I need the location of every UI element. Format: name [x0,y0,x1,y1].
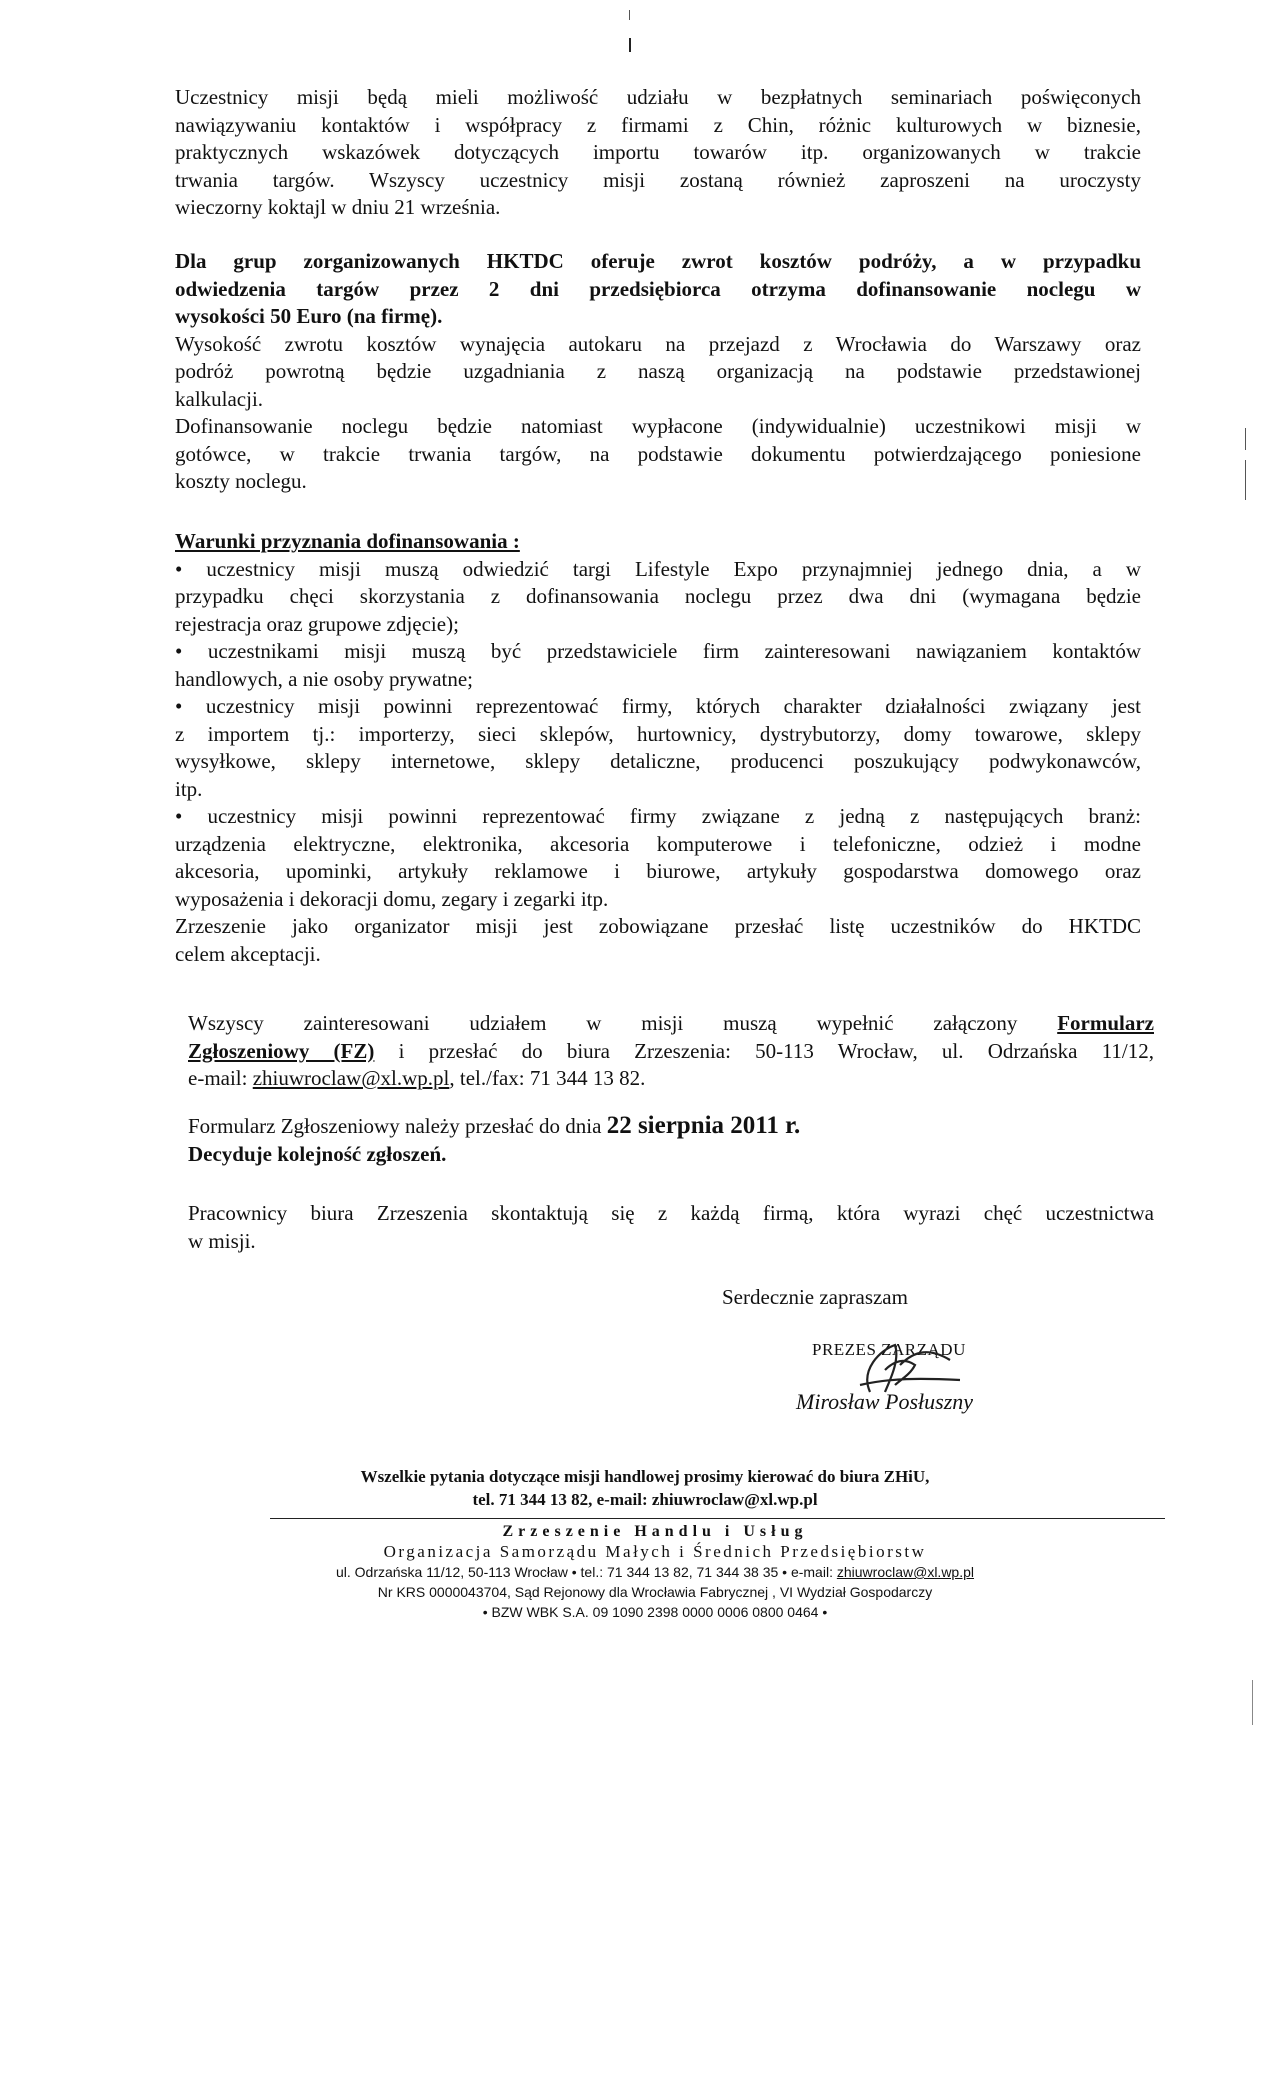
refund-line: kalkulacji. [175,386,264,411]
condition-line: • uczestnicy misji powinni reprezentować firmy związane z jedną z następujących branż: [175,804,1141,828]
refund-line: gotówce, w trakcie trwania targów, na podstawie dokumentu potwierdzającego poniesione [175,441,1141,466]
footer-krs: Nr KRS 0000043704, Sąd Rejonowy dla Wrocławia Fabrycznej , VI Wydział Gospodarczy [377,1584,933,1600]
form-text: i przesłać do biura Zrzeszenia: 50-113 Wrocław, ul. Odrzańska 11/12, [374,1038,1154,1063]
intro-line: Uczestnicy misji będą mieli możliwość udziału w bezpłatnych seminariach poświęconych [175,85,1141,109]
refund-line: Wysokość zwrotu kosztów wynajęcia autokaru na przejazd z Wrocławia do Warszawy oraz [175,331,1141,356]
footer-block [200,1522,1110,1622]
deadline-order: Decyduje kolejność zgłoszeń. [188,1141,447,1166]
form-link-formularz[interactable]: Formularz [1057,1011,1154,1035]
contact-line: Pracownicy biura Zrzeszenia skontaktują się z każdą firmą, która wyrazi chęć uczestnictwa [188,1201,1154,1225]
condition-line: przypadku chęci skorzystania z dofinansowania noclegu przez dwa dni (wymagana będzie [175,584,1141,608]
deadline-paragraph [188,1112,1154,1168]
condition-line: handlowych, a nie osoby prywatne; [175,666,474,691]
form-line-2 [188,1038,1154,1066]
form-line-3 [188,1065,1154,1093]
condition-line: celem akceptacji. [175,941,321,966]
conditions-heading: Warunki przyznania dofinansowania : [175,529,520,553]
form-text: , tel./fax: 71 344 13 82. [449,1066,646,1090]
questions-block [220,1465,1070,1511]
condition-line: itp. [175,776,203,801]
contact-line: w misji. [188,1228,256,1253]
condition-line: wysyłkowe, sklepy internetowe, sklepy detaliczne, producenci poszukujący podwykonawców, [175,749,1141,773]
scan-mark [629,10,630,20]
questions-line-1: Wszelkie pytania dotyczące misji handlowej prosimy kierować do biura ZHiU, [360,1467,930,1486]
scan-mark [1252,1680,1253,1725]
contact-paragraph [188,1200,1154,1255]
deadline-date: 22 sierpnia 2011 r. [606,1112,801,1139]
condition-line: rejestracja oraz grupowe zdjęcie); [175,611,459,636]
scan-mark [629,38,631,52]
condition-line: wyposażenia i dekoracji domu, zegary i zegarki itp. [175,886,609,911]
footer-org-name: Zrzeszenie Handlu i Usług [502,1523,808,1540]
footer-address-text: ul. Odrzańska 11/12, 50-113 Wrocław • tel.: 71 344 13 82, 71 344 38 35 • e-mail: [335,1564,837,1580]
refund-line: koszty noclegu. [175,469,307,493]
refund-bold-line: odwiedzenia targów przez 2 dni przedsiębiorca otrzyma dofinansowanie noclegu w [175,276,1141,301]
intro-line: praktycznych wskazówek dotyczących importu towarów itp. organizowanych w trakcie [175,140,1141,164]
form-link-zgloszeniowy[interactable]: Zgłoszeniowy (FZ) [188,1038,375,1063]
signer-name: Mirosław Posłuszny [796,1389,974,1414]
intro-line: trwania targów. Wszyscy uczestnicy misji zostaną również zaproszeni na uroczysty [175,167,1141,192]
email-link[interactable]: zhiuwroclaw@xl.wp.pl [252,1066,450,1090]
signer-title: PREZES ZARZĄDU [812,1340,966,1359]
intro-paragraph [175,84,1141,222]
form-paragraph [188,1010,1154,1093]
conditions-section [175,528,1141,968]
condition-line: • uczestnikami misji muszą być przedstawiciele firm zainteresowani nawiązaniem kontaktów [175,639,1141,663]
deadline-text: Formularz Zgłoszeniowy należy przesłać do dnia [188,1114,607,1138]
form-line-1 [188,1010,1154,1038]
scan-mark [1245,428,1246,450]
condition-line: akcesoria, upominki, artykuły reklamowe i biurowe, artykuły gospodarstwa domowego oraz [175,859,1141,883]
condition-line: Zrzeszenie jako organizator misji jest zobowiązane przesłać listę uczestników do HKTDC [175,914,1141,938]
refund-line: podróż powrotną będzie uzgadniania z naszą organizacją na podstawie przedstawionej [175,359,1141,383]
form-text: e-mail: [188,1066,253,1090]
deadline-line [188,1112,1154,1141]
closing-greeting: Serdecznie zapraszam [722,1285,908,1309]
footer-divider [270,1518,1165,1519]
refund-line: Dofinansowanie noclegu będzie natomiast wypłacone (indywidualnie) uczestnikowi misji w [175,414,1141,438]
refund-paragraph [175,248,1141,496]
footer-address [200,1562,1110,1582]
refund-bold-line: Dla grup zorganizowanych HKTDC oferuje zwrot kosztów podróży, a w przypadku [175,249,1141,273]
refund-bold-line: wysokości 50 Euro (na firmę). [175,304,443,328]
intro-line: nawiązywaniu kontaktów i współpracy z firmami z Chin, różnic kulturowych w biznesie, [175,112,1141,137]
condition-line: urządzenia elektryczne, elektronika, akcesoria komputerowe i telefoniczne, odzież i modne [175,831,1141,856]
questions-line-2: tel. 71 344 13 82, e-mail: zhiuwroclaw@xl.wp.pl [472,1490,818,1509]
condition-line: • uczestnicy misji powinni reprezentować firmy, których charakter działalności związany jest [175,694,1141,718]
intro-line: wieczorny koktajl w dniu 21 września. [175,195,501,219]
form-text: Wszyscy zainteresowani udziałem w misji muszą wypełnić załączony [188,1011,1018,1035]
scan-mark [1245,460,1246,500]
condition-line: • uczestnicy misji muszą odwiedzić targi Lifestyle Expo przynajmniej jednego dnia, a w [175,556,1141,581]
condition-line: z importem tj.: importerzy, sieci sklepów, hurtownicy, dystrybutorzy, domy towarowe, sklepy [175,721,1141,746]
footer-bank: • BZW WBK S.A. 09 1090 2398 0000 0006 0800 0464 • [482,1604,828,1620]
footer-org-sub: Organizacja Samorządu Małych i Średnich Przedsiębiorstw [383,1542,927,1561]
footer-email-link[interactable]: zhiuwroclaw@xl.wp.pl [836,1564,975,1580]
